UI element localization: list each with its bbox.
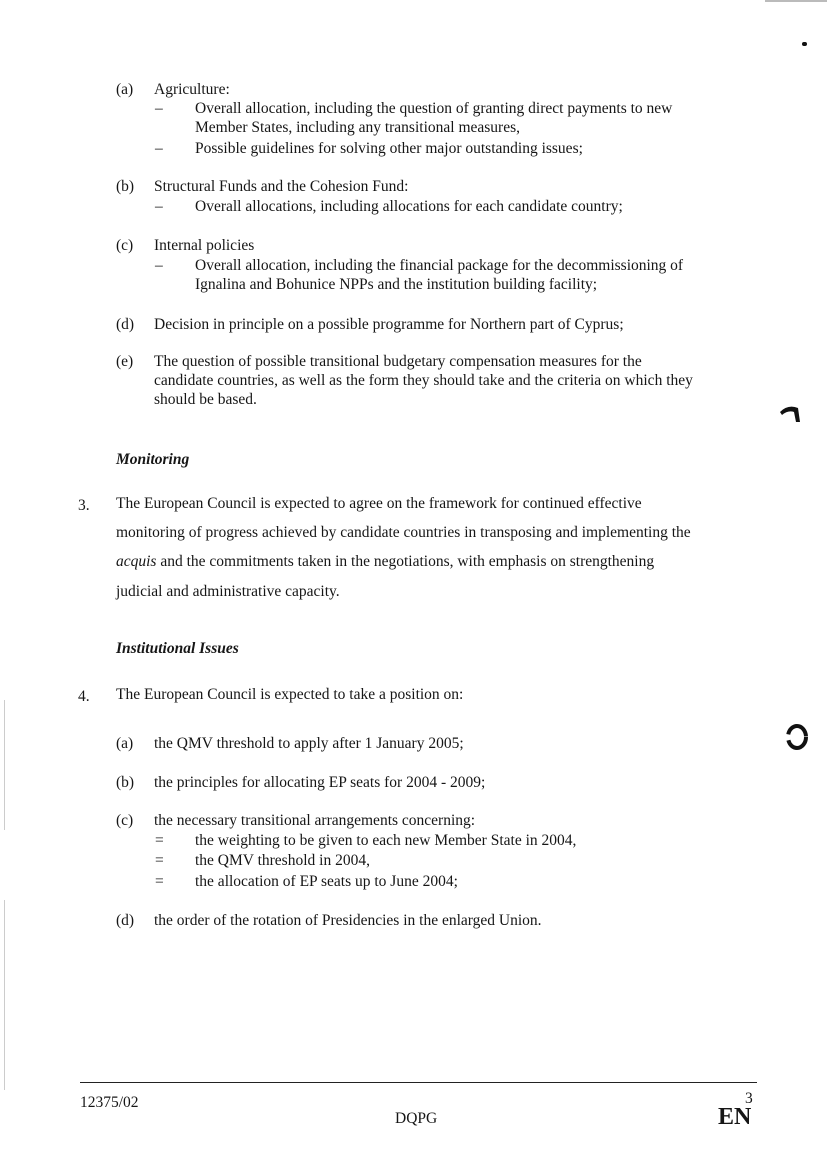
item-label: (e) bbox=[116, 353, 134, 370]
paragraph-text: The European Council is expected to agree on the framework for continued effective bbox=[116, 495, 642, 512]
scan-edge-line bbox=[4, 900, 5, 1090]
punch-hole-mark-lower bbox=[784, 722, 810, 752]
item-label: (d) bbox=[116, 912, 135, 929]
item-text: should be based. bbox=[154, 391, 257, 408]
item-label: (b) bbox=[116, 178, 135, 195]
paragraph-number: 3. bbox=[78, 497, 90, 514]
acquis-term: acquis bbox=[116, 553, 157, 570]
section-heading-monitoring: Monitoring bbox=[116, 451, 190, 468]
item-title: Structural Funds and the Cohesion Fund: bbox=[154, 178, 409, 195]
item-text: The question of possible transitional budgetary compensation measures for the bbox=[154, 353, 642, 370]
paragraph-number: 4. bbox=[78, 688, 90, 705]
item-text: Decision in principle on a possible programme for Northern part of Cyprus; bbox=[154, 316, 624, 333]
paragraph-text: monitoring of progress achieved by candidate countries in transposing and implementing the bbox=[116, 524, 691, 541]
document-number: 12375/02 bbox=[80, 1094, 139, 1111]
sub-bullet: – bbox=[155, 140, 163, 157]
sub-item-text: Ignalina and Bohunice NPPs and the institution building facility; bbox=[195, 276, 598, 293]
item-text: the order of the rotation of Presidencies in the enlarged Union. bbox=[154, 912, 542, 929]
footer-divider bbox=[80, 1082, 757, 1083]
sub-bullet: = bbox=[155, 873, 164, 890]
item-text: the principles for allocating EP seats for 2004 - 2009; bbox=[154, 774, 486, 791]
item-label: (a) bbox=[116, 735, 134, 752]
language-code: EN bbox=[718, 1104, 752, 1130]
item-title: Internal policies bbox=[154, 237, 255, 254]
scan-edge-line bbox=[765, 0, 827, 2]
item-title: Agriculture: bbox=[154, 81, 230, 98]
sub-bullet: = bbox=[155, 832, 164, 849]
paragraph-text bbox=[116, 553, 654, 571]
scan-speck bbox=[802, 42, 807, 46]
sub-item-text: Member States, including any transitional measures, bbox=[195, 119, 520, 136]
item-text: the QMV threshold to apply after 1 January 2005; bbox=[154, 735, 464, 752]
item-text: candidate countries, as well as the form they should take and the criteria on which they bbox=[154, 372, 693, 389]
sub-item-text: Overall allocation, including the financial package for the decommissioning of bbox=[195, 257, 684, 274]
sub-bullet: = bbox=[155, 852, 164, 869]
sub-bullet: – bbox=[155, 198, 163, 215]
page-number: 3 bbox=[745, 1090, 753, 1107]
paragraph-text: judicial and administrative capacity. bbox=[116, 583, 340, 600]
item-label: (b) bbox=[116, 774, 135, 791]
item-label: (a) bbox=[116, 81, 134, 98]
sub-item-text: the QMV threshold in 2004, bbox=[195, 852, 370, 869]
item-label: (c) bbox=[116, 237, 134, 254]
sub-item-text: the allocation of EP seats up to June 2004; bbox=[195, 873, 458, 890]
item-label: (c) bbox=[116, 812, 134, 829]
scan-edge-line bbox=[4, 700, 5, 830]
item-text: the necessary transitional arrangements concerning: bbox=[154, 812, 476, 829]
sub-bullet: – bbox=[155, 100, 163, 117]
section-heading-institutional: Institutional Issues bbox=[116, 640, 239, 657]
paragraph-text-rest: and the commitments taken in the negotiations, with emphasis on strengthening bbox=[156, 553, 655, 570]
paragraph-text: The European Council is expected to take a position on: bbox=[116, 686, 464, 703]
sub-item-text: Possible guidelines for solving other major outstanding issues; bbox=[195, 140, 583, 157]
sub-item-text: Overall allocation, including the question of granting direct payments to new bbox=[195, 100, 673, 117]
punch-hole-mark-upper bbox=[778, 402, 804, 428]
sub-bullet: – bbox=[155, 257, 163, 274]
item-label: (d) bbox=[116, 316, 135, 333]
sub-item-text: Overall allocations, including allocations for each candidate country; bbox=[195, 198, 623, 215]
sub-item-text: the weighting to be given to each new Member State in 2004, bbox=[195, 832, 577, 849]
department-code: DQPG bbox=[395, 1110, 438, 1127]
